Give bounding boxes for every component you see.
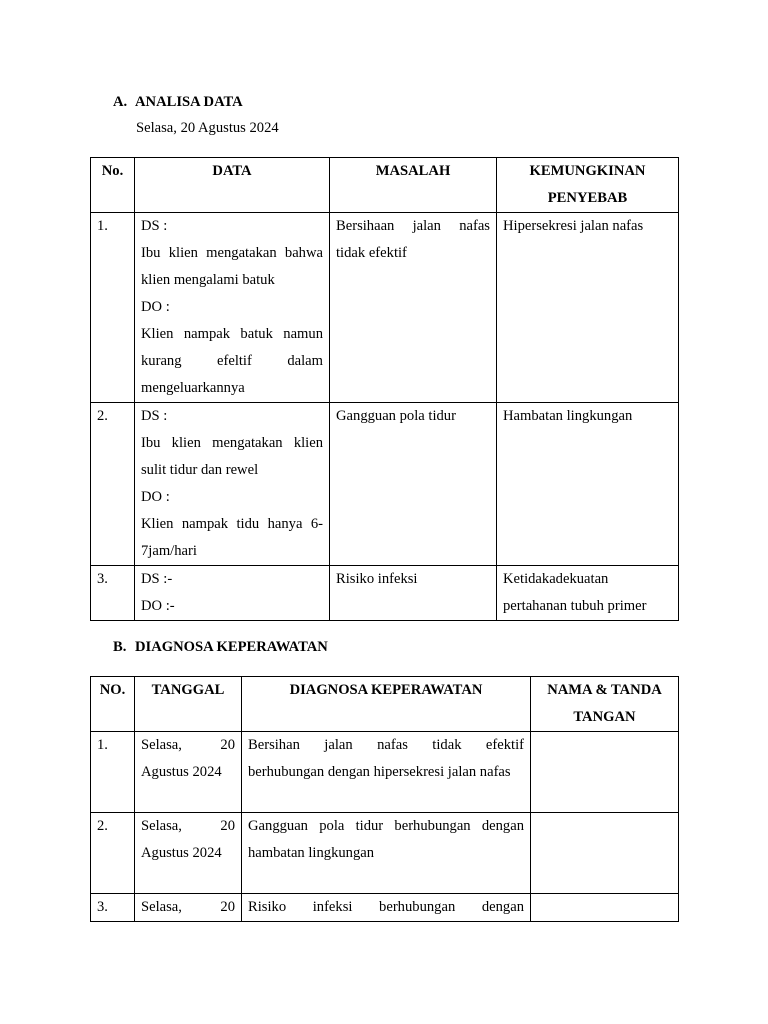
diagnosa-header-row — [91, 677, 679, 732]
do-text: Klien nampak tidu hanya 6- — [141, 516, 323, 532]
ds-text: sulit tidur dan rewel — [141, 462, 259, 478]
do-text: 7jam/hari — [141, 543, 197, 559]
row-diagnosa-cell — [242, 813, 531, 894]
diagnosa-row — [91, 894, 679, 922]
row-diagnosa-cell — [242, 894, 531, 922]
do-text: mengeluarkannya — [141, 380, 245, 396]
row-penyebab-cell — [497, 213, 679, 403]
penyebab-text: Hipersekresi jalan nafas — [503, 218, 644, 234]
row-masalah-cell — [330, 213, 497, 403]
do-label: DO : — [141, 489, 170, 505]
do-label: DO :- — [141, 598, 175, 614]
row-signature-cell — [531, 894, 679, 922]
header-penyebab — [497, 158, 679, 213]
row-number: 3. — [91, 566, 135, 621]
row-penyebab-cell — [497, 403, 679, 566]
diagnosa-text: hambatan lingkungan — [248, 845, 375, 861]
ds-text: Ibu klien mengatakan bahwa — [141, 245, 323, 261]
header-penyebab-line-1: KEMUNGKINAN — [529, 163, 646, 179]
row-number: 1. — [91, 732, 135, 813]
tanggal-text: Agustus 2024 — [141, 845, 222, 861]
diagnosa-table — [90, 676, 679, 922]
row-number: 1. — [91, 213, 135, 403]
tanggal-text: Selasa, 20 — [141, 818, 235, 834]
row-masalah-cell — [330, 403, 497, 566]
header-nama-line-1: NAMA & TANDA — [547, 682, 662, 698]
header-no: No. — [91, 158, 135, 213]
diagnosa-text: berhubungan dengan hipersekresi jalan nafas — [248, 764, 511, 780]
penyebab-text: Ketidakadekuatan — [503, 571, 609, 587]
header-data: DATA — [135, 158, 330, 213]
tanggal-text: Agustus 2024 — [141, 764, 222, 780]
row-number: 2. — [91, 813, 135, 894]
penyebab-text: pertahanan tubuh primer — [503, 598, 647, 614]
section-a-heading — [113, 89, 243, 116]
row-tanggal-cell — [135, 732, 242, 813]
row-masalah-cell — [330, 566, 497, 621]
do-text: Klien nampak batuk namun — [141, 326, 323, 342]
ds-label: DS : — [141, 408, 168, 424]
masalah-text: Gangguan pola tidur — [336, 408, 456, 424]
penyebab-text: Hambatan lingkungan — [503, 408, 633, 424]
row-tanggal-cell — [135, 813, 242, 894]
diagnosa-row — [91, 732, 679, 813]
diagnosa-text: Bersihan jalan nafas tidak efektif — [248, 737, 524, 753]
analisa-row — [91, 213, 679, 403]
row-number: 3. — [91, 894, 135, 922]
ds-label: DS : — [141, 218, 168, 234]
section-b-heading — [113, 634, 328, 661]
masalah-text: Bersihaan jalan nafas — [336, 218, 490, 234]
header-masalah: MASALAH — [330, 158, 497, 213]
diagnosa-text: Gangguan pola tidur berhubungan dengan — [248, 818, 524, 834]
section-a-number: A. — [113, 94, 128, 110]
row-diagnosa-cell — [242, 732, 531, 813]
row-signature-cell — [531, 813, 679, 894]
header-no: NO. — [91, 677, 135, 732]
masalah-text: Risiko infeksi — [336, 571, 418, 587]
analisa-data-table — [90, 157, 679, 621]
do-text: kurang efeltif dalam — [141, 353, 323, 369]
header-nama-line-2: TANGAN — [573, 709, 636, 725]
header-tanggal: TANGGAL — [135, 677, 242, 732]
header-penyebab-line-2: PENYEBAB — [547, 190, 628, 206]
header-diagnosa: DIAGNOSA KEPERAWATAN — [242, 677, 531, 732]
header-nama-tanda-tangan — [531, 677, 679, 732]
row-penyebab-cell — [497, 566, 679, 621]
row-number: 2. — [91, 403, 135, 566]
diagnosa-row — [91, 813, 679, 894]
analisa-header-row — [91, 158, 679, 213]
section-b-number: B. — [113, 639, 127, 655]
section-b-title: DIAGNOSA KEPERAWATAN — [135, 639, 328, 655]
ds-text: klien mengalami batuk — [141, 272, 275, 288]
masalah-text: tidak efektif — [336, 245, 407, 261]
section-a-title: ANALISA DATA — [135, 94, 243, 110]
row-data-cell — [135, 213, 330, 403]
row-tanggal-cell — [135, 894, 242, 922]
analisa-row — [91, 403, 679, 566]
row-signature-cell — [531, 732, 679, 813]
do-label: DO : — [141, 299, 170, 315]
row-data-cell — [135, 403, 330, 566]
section-a-date: Selasa, 20 Agustus 2024 — [136, 120, 279, 136]
tanggal-text: Selasa, 20 — [141, 899, 235, 915]
diagnosa-text: Risiko infeksi berhubungan dengan — [248, 899, 524, 915]
tanggal-text: Selasa, 20 — [141, 737, 235, 753]
row-data-cell — [135, 566, 330, 621]
ds-text: Ibu klien mengatakan klien — [141, 435, 323, 451]
analisa-row — [91, 566, 679, 621]
ds-label: DS :- — [141, 571, 173, 587]
